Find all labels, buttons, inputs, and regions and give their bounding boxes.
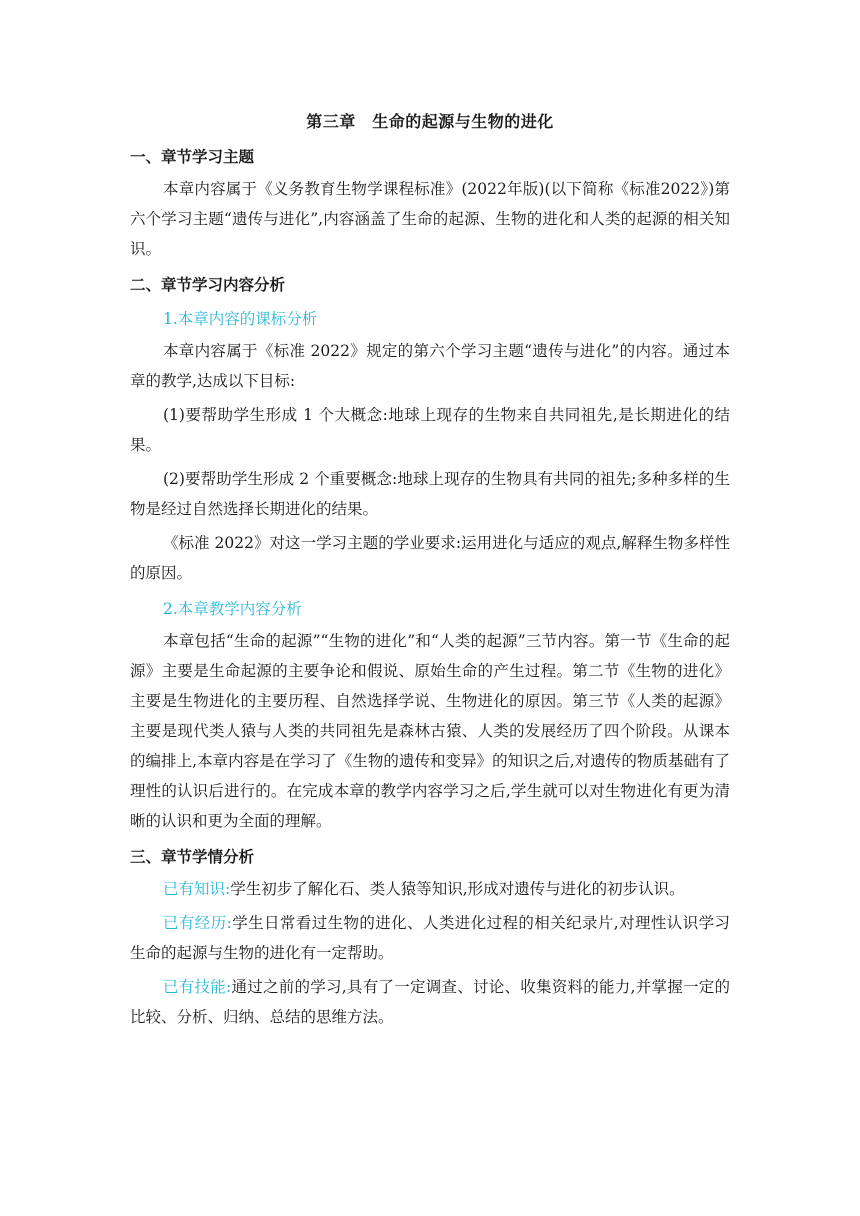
paragraph-teaching-content: 本章包括“生命的起源”“生物的进化”和“人类的起源”三节内容。第一节《生命的起源》主要是生命起源的主要争论和假说、原始生命的产生过程。第二节《生物的进化》主要是生物进化的主要历程、自然选择学说、生物进化的原因。第三节《人类的起源》主要是现代类人猿与人类的共同祖先是森林古猿、人类的发展经历了四个阶段。从课本的编排上,本章内容是在学习了《生物的遗传和变异》的知识之后,对遗传的物质基础有了理性的认识后进行的。在完成本章的教学内容学习之后,学生就可以对生物进化有更为清晰的认识和更为全面的理解。 xyxy=(130,632,730,830)
paragraph-requirement: 《标准 2022》对这一学习主题的学业要求:运用进化与适应的观点,解释生物多样性的原因。 xyxy=(130,534,730,582)
learner-item-skills xyxy=(130,972,730,1032)
section-heading-learner-analysis: 三、章节学情分析 xyxy=(130,848,255,866)
document-page xyxy=(130,104,730,1036)
learner-item-label: 已有经历: xyxy=(163,914,232,932)
learner-item-text: 学生日常看过生物的进化、人类进化过程的相关纪录片,对理性认识学习生命的起源与生物的进化有一定帮助。 xyxy=(130,914,730,962)
learner-item-text: 学生初步了解化石、类人猿等知识,形成对遗传与进化的初步认识。 xyxy=(230,880,685,898)
learner-item-experience xyxy=(130,908,730,968)
paragraph-goal-1: (1)要帮助学生形成 1 个大概念:地球上现存的生物来自共同祖先,是长期进化的结果。 xyxy=(130,406,730,454)
subheading-standard-analysis: 1.本章内容的课标分析 xyxy=(163,310,318,328)
paragraph-goal-2: (2)要帮助学生形成 2 个重要概念:地球上现存的生物具有共同的祖先;多种多样的生物是经过自然选择长期进化的结果。 xyxy=(130,470,730,518)
learner-item-label: 已有技能: xyxy=(163,978,232,996)
learner-item-text: 通过之前的学习,具有了一定调查、讨论、收集资料的能力,并掌握一定的比较、分析、归纳、总结的思维方法。 xyxy=(130,978,730,1026)
section-heading-content-analysis: 二、章节学习内容分析 xyxy=(130,276,286,294)
learner-item-label: 已有知识: xyxy=(163,880,231,898)
learner-item-knowledge xyxy=(130,874,730,904)
paragraph-standard-intro: 本章内容属于《标准 2022》规定的第六个学习主题“遗传与进化”的内容。通过本章的教学,达成以下目标: xyxy=(130,342,730,390)
paragraph-topic: 本章内容属于《义务教育生物学课程标准》(2022年版)(以下简称《标准2022》)第六个学习主题“遗传与进化”,内容涵盖了生命的起源、生物的进化和人类的起源的相关知识。 xyxy=(130,180,730,258)
chapter-title: 第三章 生命的起源与生物的进化 xyxy=(306,112,554,131)
subheading-teaching-analysis: 2.本章教学内容分析 xyxy=(163,600,302,618)
section-heading-topic: 一、章节学习主题 xyxy=(130,148,255,166)
